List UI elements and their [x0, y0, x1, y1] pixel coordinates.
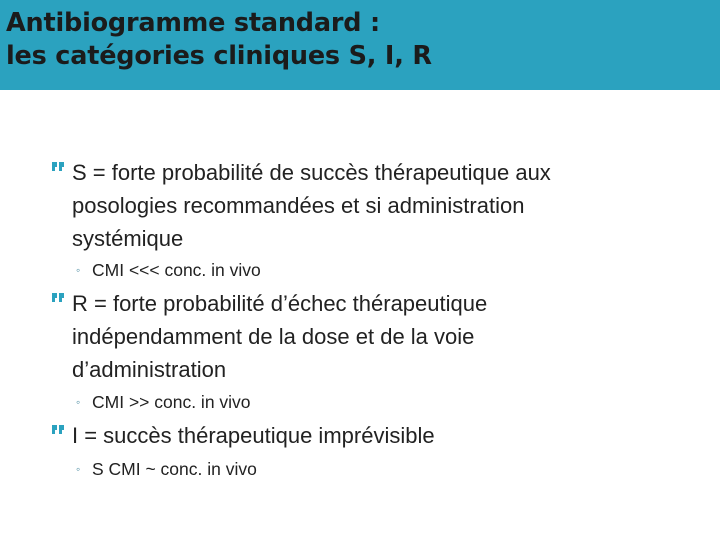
bullet-text-s: [72, 156, 632, 255]
quote-bullet-icon: [50, 156, 68, 178]
bullet-line: S = forte probabilité de succès thérapeutique aux: [72, 160, 551, 185]
sub-bullet-i: [76, 458, 257, 480]
sub-bullet-s: [76, 259, 261, 281]
slide-title-line-1: Antibiogramme standard :: [6, 8, 380, 38]
quote-bullet-icon: [50, 287, 68, 309]
bullet-line: I = succès thérapeutique imprévisible: [72, 423, 435, 448]
quote-bullet-icon: [50, 419, 68, 441]
circle-bullet-icon: ◦: [76, 395, 81, 409]
bullet-item-i: [50, 419, 650, 453]
circle-bullet-icon: ◦: [76, 462, 81, 476]
bullet-line: indépendamment de la dose et de la voie: [72, 324, 475, 349]
bullet-line: R = forte probabilité d’échec thérapeutique: [72, 291, 488, 316]
bullet-text-i: [72, 419, 632, 452]
bullet-text-r: [72, 287, 632, 386]
bullet-item-s: [50, 156, 650, 256]
sub-bullet-text: S CMI ~ conc. in vivo: [92, 459, 257, 479]
bullet-line: systémique: [72, 226, 184, 251]
circle-bullet-icon: ◦: [76, 263, 81, 277]
bullet-line: d’administration: [72, 357, 227, 382]
bullet-item-r: [50, 287, 650, 387]
sub-bullet-text: CMI >> conc. in vivo: [92, 392, 251, 412]
sub-bullet-text: CMI <<< conc. in vivo: [92, 260, 261, 280]
sub-bullet-r: [76, 391, 251, 413]
slide-title-line-2: les catégories cliniques S, I, R: [6, 41, 432, 71]
bullet-line: posologies recommandées et si administration: [72, 193, 525, 218]
